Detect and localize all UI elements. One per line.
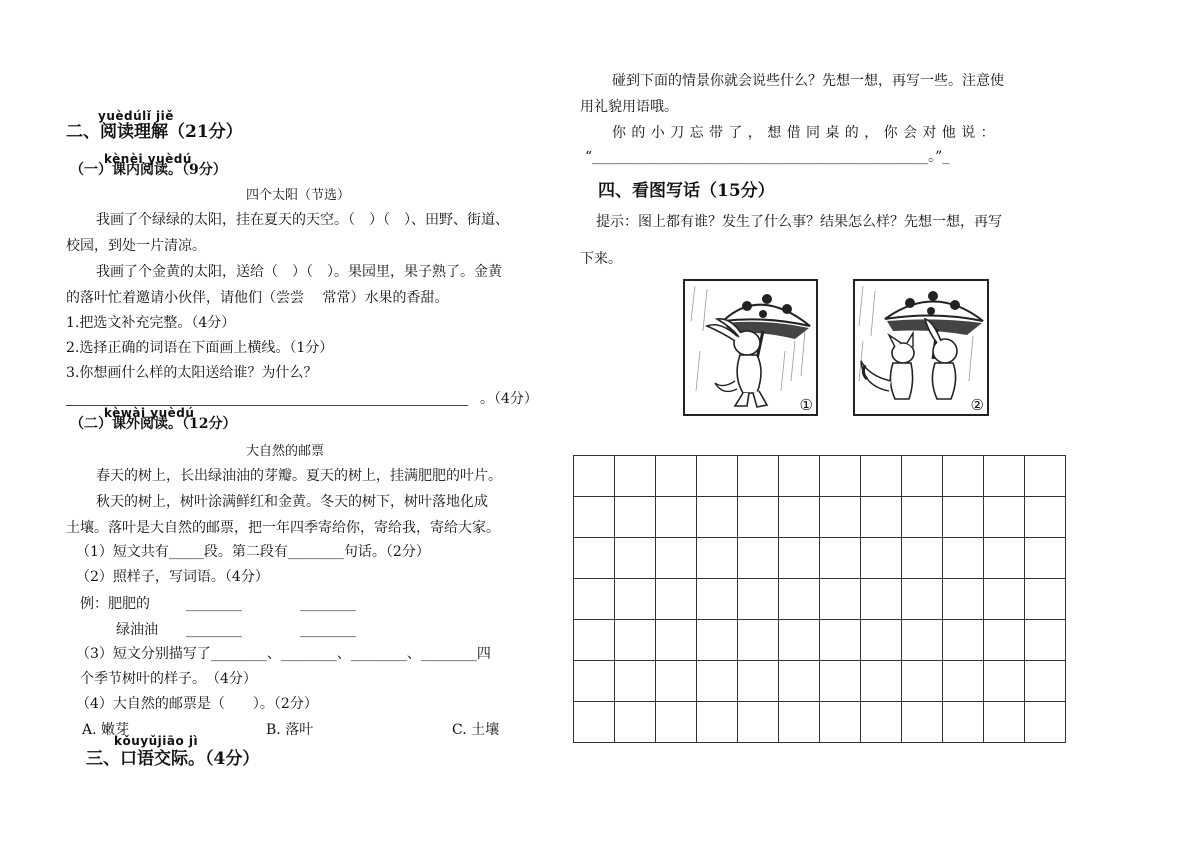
grid-cell[interactable] <box>820 661 861 702</box>
grid-cell[interactable] <box>574 538 615 579</box>
grid-cell[interactable] <box>902 620 943 661</box>
grid-cell[interactable] <box>779 620 820 661</box>
grid-cell[interactable] <box>697 702 738 743</box>
grid-cell[interactable] <box>861 620 902 661</box>
grid-cell[interactable] <box>820 538 861 579</box>
grid-cell[interactable] <box>574 661 615 702</box>
section2-pinyin: yuèdúlǐ jiě <box>98 109 174 123</box>
part2-para2-line2: 土壤。落叶是大自然的邮票，把一年四季寄给你，寄给我，寄给大家。 <box>66 520 500 536</box>
part1-para2-line2: 的落叶忙着邀请小伙伴，请他们（尝尝 常常）水果的香甜。 <box>66 290 449 306</box>
grid-cell[interactable] <box>738 620 779 661</box>
part1-question3: 3.你想画什么样的太阳送给谁？为什么？ <box>66 365 318 381</box>
part1-question2: 2.选择正确的词语在下面画上横线。（1分） <box>66 340 334 356</box>
grid-cell[interactable] <box>943 497 984 538</box>
grid-cell[interactable] <box>779 456 820 497</box>
example-word-1: 例：肥肥的 <box>80 596 150 612</box>
grid-cell[interactable] <box>820 497 861 538</box>
picture-1 <box>683 279 818 416</box>
grid-cell[interactable] <box>984 661 1025 702</box>
example-blank-2a[interactable]: ________ <box>186 622 242 638</box>
grid-cell[interactable] <box>943 538 984 579</box>
grid-cell[interactable] <box>656 661 697 702</box>
part1-question3-score: 。（4分） <box>480 391 538 407</box>
part1-pinyin: kènèi yuèdú <box>104 152 192 166</box>
grid-cell[interactable] <box>861 702 902 743</box>
picture-1-number: ① <box>799 396 813 414</box>
part1-question1: 1.把选文补充完整。（4分） <box>66 315 236 331</box>
grid-cell[interactable] <box>738 661 779 702</box>
grid-cell[interactable] <box>984 702 1025 743</box>
part2-question1: （1）短文共有_____段。第二段有________句话。（2分） <box>76 544 430 560</box>
grid-cell[interactable] <box>656 579 697 620</box>
grid-cell[interactable] <box>738 702 779 743</box>
grid-cell[interactable] <box>574 579 615 620</box>
grid-cell[interactable] <box>861 579 902 620</box>
grid-cell[interactable] <box>861 661 902 702</box>
grid-cell[interactable] <box>738 456 779 497</box>
section3-answer-line[interactable]: “________________________________________________。”_ <box>585 149 950 165</box>
part2-para1: 春天的树上，长出绿油油的芽瓣。夏天的树上，挂满肥肥的叶片。 <box>96 468 502 484</box>
grid-cell[interactable] <box>820 620 861 661</box>
grid-cell[interactable] <box>984 456 1025 497</box>
part2-para2-line1: 秋天的树上，树叶涂满鲜红和金黄。冬天的树下，树叶落地化成 <box>96 494 488 510</box>
grid-cell[interactable] <box>1025 579 1066 620</box>
writing-grid[interactable] <box>573 455 1066 743</box>
part2-heading: （二）课外阅读。（12分） <box>70 416 237 432</box>
grid-cell[interactable] <box>697 456 738 497</box>
option-b[interactable]: B. 落叶 <box>266 722 314 738</box>
part2-question3-line2: 个季节树叶的样子。 （4分） <box>80 671 257 687</box>
grid-cell[interactable] <box>656 620 697 661</box>
rabbit-fox-umbrella-illustration <box>855 281 987 414</box>
section4-hint-line1: 提示：图上都有谁？发生了什么事？结果怎么样？先想一想，再写 <box>596 214 1002 230</box>
grid-cell[interactable] <box>615 661 656 702</box>
example-blank-1a[interactable]: ________ <box>186 596 242 612</box>
grid-cell[interactable] <box>984 538 1025 579</box>
part2-pinyin: kèwài yuèdú <box>104 406 195 420</box>
grid-cell[interactable] <box>697 538 738 579</box>
grid-cell[interactable] <box>615 579 656 620</box>
example-word-2: 绿油油 <box>116 622 158 638</box>
grid-cell[interactable] <box>779 497 820 538</box>
part2-question3-line1: （3）短文分别描写了________、________、________、________四 <box>76 646 491 662</box>
section3-prompt: 你的小刀忘带了，想借同桌的，你会对他说： <box>612 125 1000 141</box>
grid-cell[interactable] <box>779 702 820 743</box>
grid-cell[interactable] <box>738 538 779 579</box>
grid-cell[interactable] <box>1025 661 1066 702</box>
grid-cell[interactable] <box>1025 538 1066 579</box>
grid-cell[interactable] <box>984 620 1025 661</box>
grid-cell[interactable] <box>943 620 984 661</box>
section2-heading: 二、阅读理解（21分） <box>66 122 243 142</box>
part1-para1-line1: 我画了个绿绿的太阳，挂在夏天的天空。（ ）（ ）、田野、街道、 <box>96 212 509 228</box>
grid-cell[interactable] <box>1025 702 1066 743</box>
grid-cell[interactable] <box>902 538 943 579</box>
grid-cell[interactable] <box>820 456 861 497</box>
part2-question4: （4）大自然的邮票是（ ）。（2分） <box>76 696 318 712</box>
grid-cell[interactable] <box>574 620 615 661</box>
grid-cell[interactable] <box>738 497 779 538</box>
grid-cell[interactable] <box>779 579 820 620</box>
grid-cell[interactable] <box>574 702 615 743</box>
grid-cell[interactable] <box>697 497 738 538</box>
grid-cell[interactable] <box>656 702 697 743</box>
grid-cell[interactable] <box>984 579 1025 620</box>
grid-cell[interactable] <box>820 579 861 620</box>
grid-cell[interactable] <box>1025 497 1066 538</box>
grid-cell[interactable] <box>902 661 943 702</box>
grid-cell[interactable] <box>943 661 984 702</box>
grid-cell[interactable] <box>574 497 615 538</box>
part1-para2-line1: 我画了个金黄的太阳，送给（ ）（ ）。果园里，果子熟了。金黄 <box>96 264 502 280</box>
picture-2-number: ② <box>970 396 984 414</box>
grid-cell[interactable] <box>574 456 615 497</box>
picture-2 <box>853 279 989 416</box>
grid-cell[interactable] <box>697 620 738 661</box>
grid-cell[interactable] <box>943 456 984 497</box>
section4-hint-line2: 下来。 <box>580 251 622 267</box>
grid-cell[interactable] <box>902 456 943 497</box>
grid-cell[interactable] <box>902 702 943 743</box>
section3-intro-line1: 碰到下面的情景你就会说些什么？先想一想，再写一些。注意使 <box>612 73 1004 89</box>
section4-heading: 四、看图写话（15分） <box>598 181 775 201</box>
part1-title: 四个太阳（节选） <box>246 188 351 203</box>
grid-cell[interactable] <box>943 579 984 620</box>
grid-cell[interactable] <box>615 456 656 497</box>
example-blank-1b[interactable]: ________ <box>300 596 356 612</box>
grid-cell[interactable] <box>615 620 656 661</box>
option-c[interactable]: C. 土壤 <box>452 722 500 738</box>
grid-cell[interactable] <box>902 497 943 538</box>
rabbit-umbrella-illustration <box>685 281 816 414</box>
grid-cell[interactable] <box>738 579 779 620</box>
section3-pinyin: kǒuyǔjiāo jì <box>114 734 199 748</box>
grid-cell[interactable] <box>656 456 697 497</box>
grid-cell[interactable] <box>902 579 943 620</box>
grid-cell[interactable] <box>861 456 902 497</box>
section3-intro-line2: 用礼貌用语哦。 <box>580 99 678 115</box>
option-a[interactable]: A. 嫩芽 <box>82 722 130 738</box>
grid-cell[interactable] <box>1025 620 1066 661</box>
grid-cell[interactable] <box>656 538 697 579</box>
grid-cell[interactable] <box>861 538 902 579</box>
grid-cell[interactable] <box>697 661 738 702</box>
grid-cell[interactable] <box>861 497 902 538</box>
part1-heading: （一）课内阅读。（9分） <box>70 162 227 178</box>
grid-cell[interactable] <box>779 661 820 702</box>
grid-cell[interactable] <box>984 497 1025 538</box>
grid-cell[interactable] <box>779 538 820 579</box>
grid-cell[interactable] <box>656 497 697 538</box>
part1-para1-line2: 校园，到处一片清凉。 <box>66 238 206 254</box>
grid-cell[interactable] <box>615 538 656 579</box>
grid-cell[interactable] <box>1025 456 1066 497</box>
grid-cell[interactable] <box>820 702 861 743</box>
grid-cell[interactable] <box>615 497 656 538</box>
part2-question2: （2）照样子，写词语。（4分） <box>76 569 269 585</box>
example-blank-2b[interactable]: ________ <box>300 622 356 638</box>
grid-cell[interactable] <box>943 702 984 743</box>
part2-title: 大自然的邮票 <box>246 444 325 459</box>
section3-heading: 三、口语交际。（4分） <box>86 749 260 769</box>
grid-cell[interactable] <box>697 579 738 620</box>
grid-cell[interactable] <box>615 702 656 743</box>
